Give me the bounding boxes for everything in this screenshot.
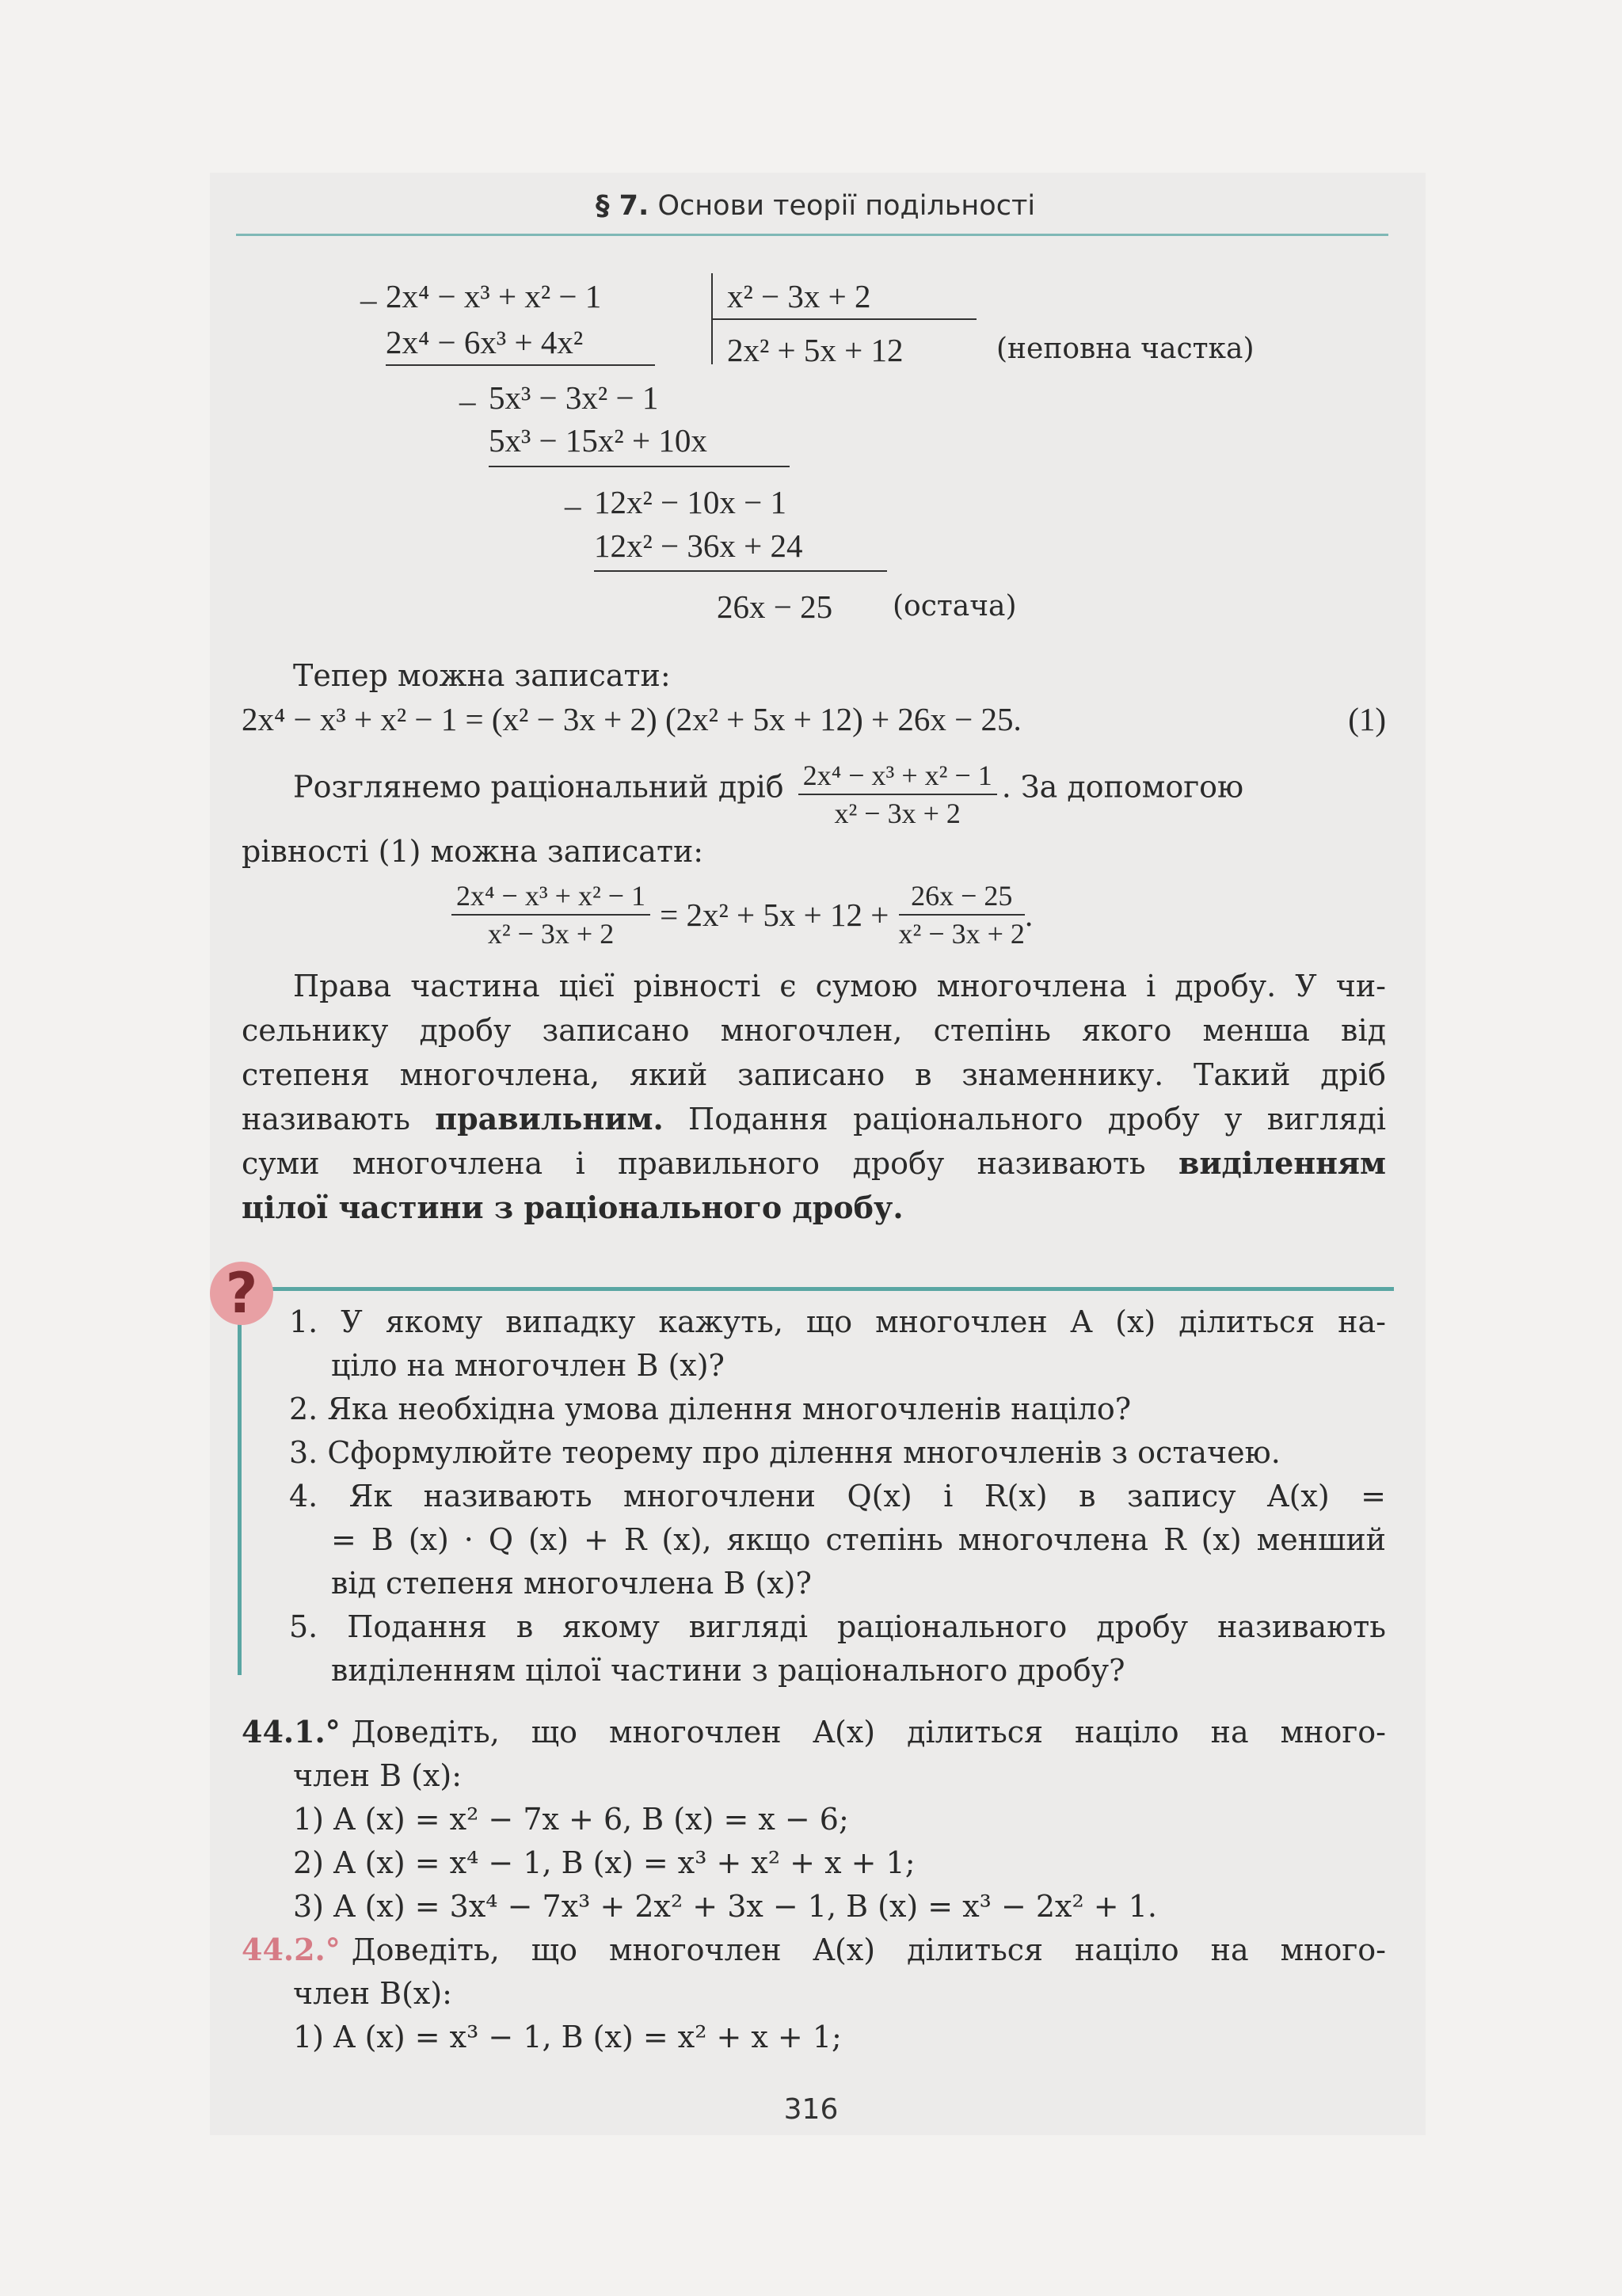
minus-sign-1: _ — [360, 270, 377, 307]
exercise-44-2-header — [242, 1929, 1386, 1971]
exercise-44-1-item-3: 3) A (x) = 3x⁴ − 7x³ + 2x² + 3x − 1, B (x) = x³ − 2x² + 1. — [293, 1889, 1157, 1924]
eq2-left-numerator: 2x⁴ − x³ + x² − 1 — [451, 878, 650, 916]
consider-text: Розглянемо раціональний дріб — [293, 769, 784, 805]
question-5-line-2: виділенням цілої частини з раціонального дробу? — [331, 1653, 1125, 1688]
section-number: § 7. — [596, 190, 649, 222]
equation-2: $\frac{\text{2x⁴ − x³ + x² − 1}}{\text{x² − 3x + 2}}$ = 2x² + 5x + 12 + $\frac{26x - 25}{\text{x² − 3x + 2}}$ . — [451, 878, 1033, 952]
question-1-line-1: 1. У якому випадку кажуть, що многочлен A (x) ділиться на- — [289, 1304, 1386, 1339]
eq2-fraction-left — [451, 878, 650, 952]
consider-line — [293, 752, 1386, 827]
now-write-text: Тепер можна записати: — [293, 658, 671, 693]
divisor: x² − 3x + 2 — [727, 278, 871, 314]
equation-1-number: (1) — [1348, 701, 1386, 737]
term-vydilennyam: виділенням — [1178, 1145, 1386, 1181]
step2-underline — [489, 466, 790, 467]
term-pravylnym: правильним. — [435, 1101, 664, 1137]
with-help-text: . За допомогою — [1001, 769, 1244, 805]
p5-part-a: суми многочлена і правильного дробу називають — [242, 1146, 1178, 1181]
exercise-44-2-item-1: 1) A (x) = x³ − 1, B (x) = x² + x + 1; — [293, 2020, 842, 2054]
exercise-44-1-text-2: член B (x): — [293, 1758, 463, 1793]
long-division — [0, 0, 1622, 634]
question-4-line-1: 4. Як називають многочлени Q(x) і R(x) в запису A(x) = — [289, 1479, 1386, 1514]
line2-text: рівності (1) можна записати: — [242, 834, 704, 869]
question-4-line-2: = B (x) · Q (x) + R (x), якщо степінь многочлена R (x) менший — [331, 1522, 1386, 1557]
eq2-left-denominator: x² − 3x + 2 — [487, 918, 615, 950]
minus-sign-3: _ — [565, 476, 581, 512]
questions-top-rule — [238, 1287, 1394, 1291]
eq2-right-numerator: 26x − 25 — [899, 878, 1025, 916]
p4-part-a: називають — [242, 1102, 436, 1137]
quotient-label: (неповна частка) — [996, 333, 1255, 365]
final-remainder: 26x − 25 — [717, 588, 833, 625]
paragraph-line-3: степеня многочлена, який записано в знаменнику. Такий дріб — [242, 1057, 1386, 1092]
fraction-denominator: x² − 3x + 2 — [834, 798, 961, 829]
question-1-line-2: ціло на многочлен B (x)? — [331, 1348, 725, 1383]
questions-left-rule — [238, 1287, 242, 1675]
question-2: 2. Яка необхідна умова ділення многочленів націло? — [289, 1392, 1132, 1426]
minus-sign-2: _ — [459, 371, 476, 408]
rational-fraction — [798, 757, 997, 832]
remainder-1: 5x³ − 3x² − 1 — [489, 379, 659, 416]
exercise-44-2-number: 44.2.° — [242, 1932, 341, 1967]
eq2-middle: = 2x² + 5x + 12 + — [660, 897, 889, 933]
paragraph-line-5 — [242, 1142, 1386, 1185]
equation-1-body: 2x⁴ − x³ + x² − 1 = (x² − 3x + 2) (2x² + 5x + 12) + 26x − 25. — [242, 701, 1022, 737]
exercise-44-2-text: Доведіть, що многочлен A(x) ділиться націло на много- — [351, 1932, 1386, 1967]
exercise-44-2-text-2: член B(x): — [293, 1976, 452, 2011]
fraction-numerator: 2x⁴ − x³ + x² − 1 — [798, 757, 997, 795]
remainder-label: (остача) — [893, 590, 1017, 623]
question-3: 3. Сформулюйте теорему про ділення многочленів з остачею. — [289, 1435, 1281, 1470]
paragraph-line-1: Права частина цієї рівності є сумою многочлена і дробу. У чи- — [293, 969, 1386, 1003]
eq2-right-denominator: x² − 3x + 2 — [898, 918, 1025, 950]
exercise-44-1-item-2: 2) A (x) = x⁴ − 1, B (x) = x³ + x² + x + 1; — [293, 1845, 916, 1880]
exercise-44-1-header — [242, 1711, 1386, 1753]
equation-1 — [242, 700, 1386, 738]
question-5-line-1: 5. Подання в якому вигляді раціонального дробу називають — [289, 1609, 1386, 1644]
step3-underline — [594, 570, 887, 572]
step1-underline — [386, 364, 655, 366]
paragraph-line-6: цілої частини з раціонального дробу. — [242, 1190, 904, 1225]
exercise-44-1-text: Доведіть, що многочлен A(x) ділиться націло на много- — [351, 1715, 1386, 1750]
question-4-line-3: від степеня многочлена B (x)? — [331, 1566, 812, 1601]
divisor-underline — [711, 318, 977, 320]
paragraph-line-2: сельнику дробу записано многочлен, степінь якого менша від — [242, 1013, 1386, 1048]
question-mark-icon: ? — [210, 1262, 273, 1325]
exercise-44-1-item-1: 1) A (x) = x² − 7x + 6, B (x) = x − 6; — [293, 1802, 849, 1837]
remainder-2: 12x² − 10x − 1 — [594, 484, 787, 520]
section-title: Основи теорії подільності — [657, 190, 1036, 222]
step1: 2x⁴ − 6x³ + 4x² — [386, 324, 584, 360]
exercise-44-1-number: 44.1.° — [242, 1714, 341, 1750]
eq2-fraction-right — [899, 878, 1025, 952]
p4-part-c: Подання раціонального дробу у вигляді — [663, 1102, 1386, 1137]
quotient: 2x² + 5x + 12 — [727, 332, 904, 368]
dividend: 2x⁴ − x³ + x² − 1 — [386, 278, 602, 314]
step3: 12x² − 36x + 24 — [594, 527, 803, 564]
page-number: 316 — [783, 2093, 839, 2126]
step2: 5x³ − 15x² + 10x — [489, 422, 707, 459]
paragraph-line-4 — [242, 1098, 1386, 1140]
